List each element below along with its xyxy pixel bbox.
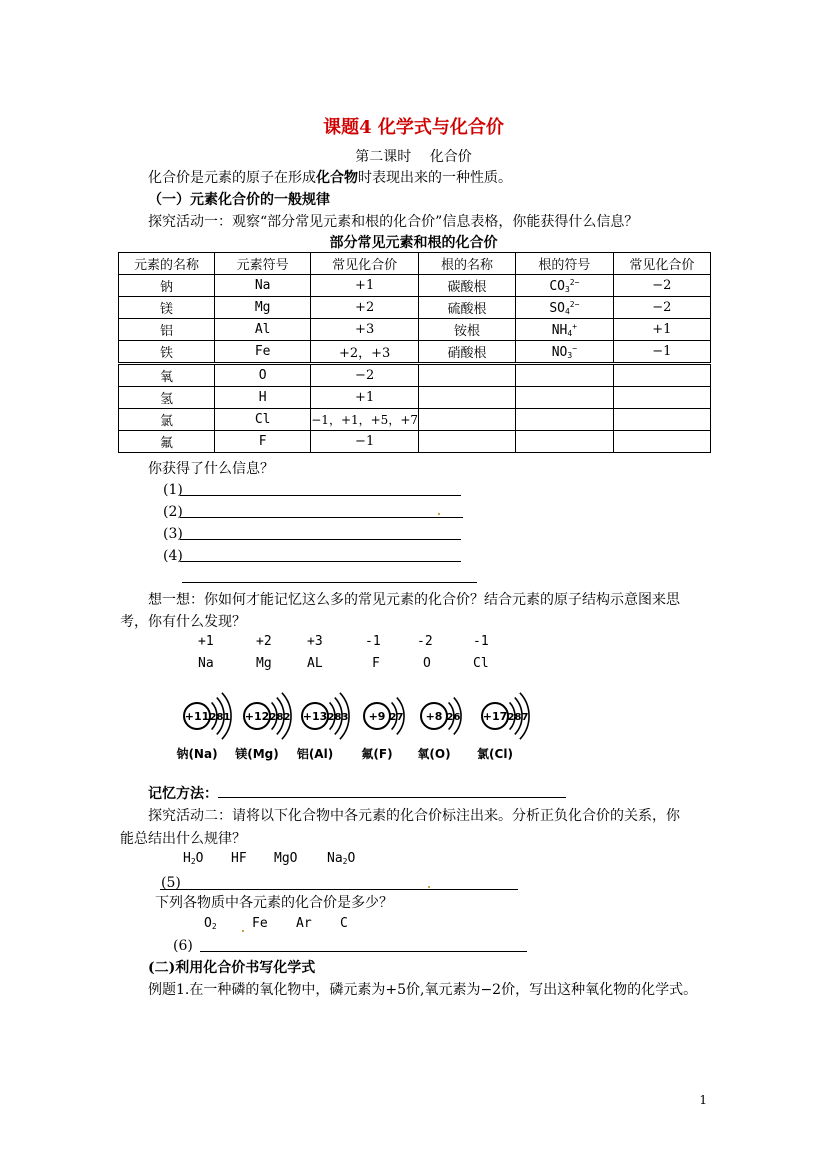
- substance-base: C: [340, 916, 348, 931]
- activity-2-line-2: 能总结出什么规律？: [120, 831, 246, 847]
- activity-2-line-1: 探究活动二：请将以下化合物中各元素的化合价标注出来。分析正负化合价的关系，你: [148, 808, 680, 824]
- substance-sub: 2: [211, 922, 217, 931]
- substance-base: Fe: [252, 916, 268, 931]
- table-header: 元素的名称: [119, 253, 215, 275]
- element-valence: −1，+1，+5，+7: [311, 409, 419, 431]
- table-caption: 部分常见元素和根的化合价: [329, 235, 498, 251]
- compound-sub: 2: [190, 857, 196, 866]
- answer-line-6[interactable]: [200, 951, 527, 952]
- blank-label-2: (2): [163, 504, 183, 520]
- radical-name: 硝酸根: [419, 341, 516, 364]
- empty-cell: [516, 409, 614, 431]
- table-row: [119, 275, 711, 297]
- page-number: 1: [699, 1093, 707, 1107]
- compound-base: H: [183, 851, 191, 866]
- blank-label-4: (4): [163, 548, 183, 564]
- table-header-row: [119, 253, 711, 275]
- electron-count: 2: [446, 712, 454, 723]
- compound: [327, 851, 355, 866]
- compound-base: HF: [231, 851, 247, 866]
- radical-symbol-sub: 3: [567, 350, 573, 360]
- section-heading-2: (二)利用化合价书写化学式: [148, 960, 316, 976]
- electron-count: 8: [334, 712, 342, 723]
- symbol-label: O: [423, 656, 431, 671]
- think-line-2: 考，你有什么发现？: [120, 614, 246, 630]
- memory-method-label: 记忆方法：: [148, 786, 218, 802]
- nucleus-charge: +11: [184, 710, 210, 723]
- blank-label-3: (3): [163, 526, 183, 542]
- empty-cell: [613, 387, 710, 409]
- table-header: 常见化合价: [311, 253, 419, 275]
- element-name: 氟: [119, 431, 215, 453]
- empty-cell: [419, 409, 516, 431]
- electron-count: 2: [389, 712, 397, 723]
- radical-symbol-charge: −: [572, 343, 578, 353]
- radical-symbol-charge: +: [572, 321, 578, 331]
- compound-base: MgO: [274, 851, 298, 866]
- electron-count: 8: [514, 712, 522, 723]
- radical-symbol-charge: 2−: [569, 277, 580, 287]
- electron-count: 1: [223, 712, 231, 723]
- radical-valence: −2: [613, 297, 710, 319]
- table-header: 元素符号: [215, 253, 311, 275]
- valence-label: +2: [256, 634, 272, 649]
- empty-cell: [419, 431, 516, 453]
- element-name: 氢: [119, 387, 215, 409]
- question-1: 你获得了什么信息？: [148, 461, 274, 477]
- radical-symbol-base: NH: [551, 322, 568, 338]
- substance-base: O: [204, 916, 212, 931]
- compound-tail: O: [195, 851, 204, 866]
- answer-line-4[interactable]: [180, 561, 461, 562]
- element-valence: +2: [311, 297, 419, 319]
- electron-count: 2: [327, 712, 335, 723]
- valence-table: [118, 252, 711, 453]
- compound-sub: 2: [342, 857, 348, 866]
- stray-mark: [242, 930, 244, 932]
- radical-symbol-charge: 2−: [569, 299, 580, 309]
- element-symbol: O: [215, 364, 311, 387]
- electron-count: 2: [209, 712, 217, 723]
- nucleus-charge: +12: [244, 710, 270, 723]
- table-row: [119, 431, 711, 453]
- atom-label: 镁(Mg): [235, 747, 279, 761]
- table-row: [119, 409, 711, 431]
- electron-count: 8: [216, 712, 224, 723]
- radical-symbol: [516, 275, 614, 297]
- symbol-label: AL: [307, 656, 323, 671]
- symbol-label: Na: [198, 656, 214, 671]
- blank-label-5: (5): [161, 875, 181, 891]
- element-symbol: F: [215, 431, 311, 453]
- atom-label: 氧(O): [417, 747, 451, 761]
- symbol-label: Cl: [473, 656, 489, 671]
- electron-count: 7: [396, 712, 404, 723]
- radical-symbol-sub: 4: [564, 306, 570, 316]
- element-valence: −1: [311, 431, 419, 453]
- empty-cell: [613, 364, 710, 387]
- empty-cell: [516, 387, 614, 409]
- activity-1-text: 探究活动一：观察“部分常见元素和根的化合价”信息表格，你能获得什么信息？: [148, 214, 639, 230]
- radical-valence: −2: [613, 275, 710, 297]
- section-heading-1: （一）元素化合价的一般规律: [148, 192, 330, 208]
- radical-symbol: [516, 341, 614, 364]
- valence-label: +3: [307, 634, 323, 649]
- element-name: 氯: [119, 409, 215, 431]
- element-valence: +1: [311, 275, 419, 297]
- table-header: 根的符号: [516, 253, 614, 275]
- radical-symbol: [516, 319, 614, 341]
- table-row: [119, 387, 711, 409]
- stray-mark: [438, 513, 440, 515]
- table-row: [119, 297, 711, 319]
- empty-cell: [516, 431, 614, 453]
- element-symbol: Mg: [215, 297, 311, 319]
- intro-post: 时表现出来的一种性质。: [358, 170, 512, 186]
- answer-line-3[interactable]: [180, 539, 461, 540]
- answer-line-2[interactable]: [180, 517, 463, 518]
- memory-method-line[interactable]: [218, 797, 566, 798]
- answer-line-5[interactable]: [160, 889, 518, 890]
- nucleus-charge: +9: [368, 710, 386, 723]
- substance: [252, 916, 268, 931]
- stray-mark: [428, 886, 430, 888]
- electron-count: 7: [521, 712, 529, 723]
- radical-name: 硫酸根: [419, 297, 516, 319]
- compound: [231, 851, 247, 866]
- radical-symbol-base: NO: [551, 344, 568, 360]
- atom-label: 铝(Al): [296, 747, 334, 761]
- table-row: [119, 319, 711, 341]
- empty-cell: [516, 364, 614, 387]
- electron-count: 8: [276, 712, 284, 723]
- table-header: 常见化合价: [613, 253, 710, 275]
- intro-text: [148, 167, 512, 187]
- symbol-label: F: [372, 656, 380, 671]
- element-name: 铝: [119, 319, 215, 341]
- compound: [183, 851, 203, 866]
- nucleus-charge: +17: [482, 710, 508, 723]
- atom-label: 氯(Cl): [477, 747, 513, 761]
- radical-symbol-sub: 3: [564, 284, 570, 294]
- nucleus-charge: +13: [302, 710, 328, 723]
- element-valence: +2，+3: [311, 341, 419, 364]
- element-valence: +1: [311, 387, 419, 409]
- atom-label: 钠(Na): [176, 747, 218, 761]
- table-row: [119, 364, 711, 387]
- empty-cell: [419, 387, 516, 409]
- radical-name: 铵根: [419, 319, 516, 341]
- radical-symbol-base: SO: [549, 300, 565, 316]
- atom-label: 氟(F): [361, 747, 393, 761]
- empty-cell: [419, 364, 516, 387]
- element-name: 铁: [119, 341, 215, 364]
- compound-base: Na: [327, 851, 343, 866]
- intro-bold: 化合物: [316, 170, 358, 186]
- table-row: [119, 341, 711, 364]
- electron-count: 6: [453, 712, 461, 723]
- lesson-subtitle: 第二课时 化合价: [355, 149, 472, 165]
- element-symbol: Cl: [215, 409, 311, 431]
- radical-valence: +1: [613, 319, 710, 341]
- valence-label: +1: [198, 634, 214, 649]
- table-header: 根的名称: [419, 253, 516, 275]
- substance-base: Ar: [296, 916, 312, 931]
- electron-count: 2: [283, 712, 291, 723]
- page-title: 课题4 化学式与化合价: [323, 117, 504, 138]
- answer-line-extra[interactable]: [182, 582, 477, 583]
- blank-label-6: (6): [173, 938, 193, 954]
- element-symbol: Fe: [215, 341, 311, 364]
- radical-name: 碳酸根: [419, 275, 516, 297]
- electron-count: 2: [507, 712, 515, 723]
- element-name: 钠: [119, 275, 215, 297]
- blank-label-1: (1): [163, 482, 183, 498]
- element-valence: +3: [311, 319, 419, 341]
- substance: [296, 916, 312, 931]
- think-line-1: 想一想：你如何才能记忆这么多的常见元素的化合价？结合元素的原子结构示意图来思: [148, 592, 680, 608]
- question-2: 下列各物质中各元素的化合价是多少？: [155, 895, 393, 911]
- element-name: 氧: [119, 364, 215, 387]
- electron-count: 2: [269, 712, 277, 723]
- valence-label: -1: [365, 634, 381, 649]
- radical-symbol-base: CO: [549, 278, 565, 294]
- substance: [204, 916, 217, 931]
- nucleus-charge: +8: [425, 710, 443, 723]
- radical-valence: −1: [613, 341, 710, 364]
- electron-count: 3: [341, 712, 349, 723]
- substance: [340, 916, 348, 931]
- element-valence: −2: [311, 364, 419, 387]
- valence-label: -2: [417, 634, 433, 649]
- radical-symbol-sub: 4: [567, 328, 573, 338]
- element-symbol: H: [215, 387, 311, 409]
- element-symbol: Al: [215, 319, 311, 341]
- valence-label: -1: [473, 634, 489, 649]
- compound: [274, 851, 297, 866]
- element-symbol: Na: [215, 275, 311, 297]
- intro-pre: 化合价是元素的原子在形成: [148, 170, 316, 186]
- answer-line-1[interactable]: [180, 495, 461, 496]
- radical-symbol: [516, 297, 614, 319]
- atomic-structure-diagrams: [170, 680, 570, 770]
- example-1-text: 例题1.在一种磷的氧化物中，磷元素为+5价,氧元素为−2价，写出这种氧化物的化学式。: [148, 982, 698, 998]
- element-name: 镁: [119, 297, 215, 319]
- compound-tail: O: [347, 851, 356, 866]
- empty-cell: [613, 431, 710, 453]
- symbol-label: Mg: [256, 656, 272, 671]
- empty-cell: [613, 409, 710, 431]
